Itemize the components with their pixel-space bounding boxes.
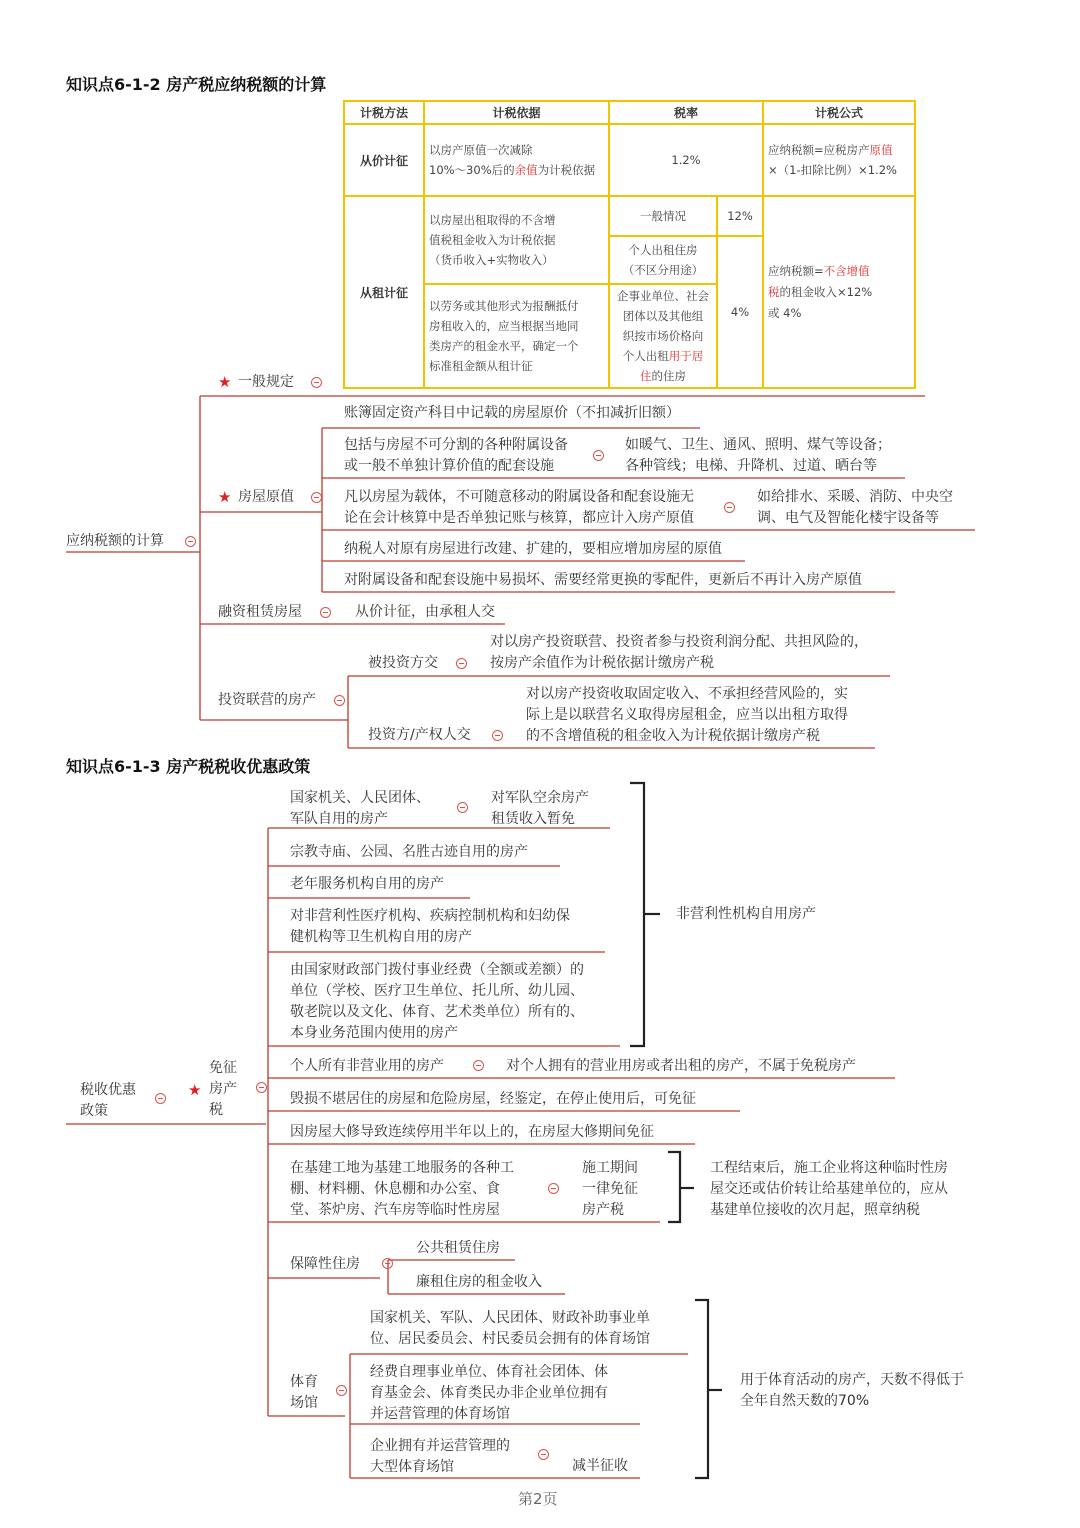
node-house-value-parts[interactable]: 对附属设备和配套设施中易损坏、需要经常更换的零配件，更新后不再计入房产原值 [344,572,862,588]
node-sports-venues[interactable]: 体育 场馆 [290,1374,318,1411]
node-root-calculation[interactable]: 应纳税额的计算 [66,533,164,549]
formula-rental: 应纳税额=不含增值 税的租金收入×12% 或 4% [763,196,915,388]
section-heading-6-1-3: 知识点6-1-3 房产税税收优惠政策 [66,757,311,776]
collapse-icon[interactable] [492,730,503,741]
node-nonprofit-summary: 非营利性机构自用房产 [676,906,816,922]
rate-general-case: 一般情况 [609,196,717,236]
header-basis: 计税依据 [424,101,609,124]
collapse-icon[interactable] [456,658,467,669]
node-finance-lease[interactable]: 融资租赁房屋 [218,604,302,620]
formula-ad-valorem: 应纳税额=应税房产原值 ×（1-扣除比例）×1.2% [763,124,915,196]
node-major-repair[interactable]: 因房屋大修导致连续停用半年以上的，在房屋大修期间免征 [290,1124,654,1140]
star-icon: ★ [218,488,232,506]
collapse-icon[interactable] [311,492,322,503]
node-elderly-service[interactable]: 老年服务机构自用的房产 [290,876,444,892]
collapse-icon[interactable] [155,1093,166,1104]
collapse-icon[interactable] [473,1060,484,1071]
collapse-icon[interactable] [382,1258,393,1269]
section-heading-6-1-2: 知识点6-1-2 房产税应纳税额的计算 [66,75,327,94]
node-personal-nonbusiness-note: 对个人拥有的营业用房或者出租的房产，不属于免税房产 [506,1058,856,1074]
node-general-rule[interactable]: 一般规定 [238,374,294,390]
node-construction-after: 工程结束后，施工企业将这种临时性房 屋交还或估价转让给基建单位的，应从 基建单位接收的次月起，照章纳税 [710,1160,948,1218]
node-sports-self-funded[interactable]: 经费自理事业单位、体育社会团体、体 育基金会、体育类民办非企业单位拥有 并运营管理的体育场馆 [370,1364,608,1422]
rate-low-value: 4% [717,236,763,388]
rate-personal-rent: 个人出租住房 （不区分用途） [609,236,717,284]
basis-ad-valorem: 以房产原值一次减除 10%～30%后的余值为计税依据 [424,124,609,196]
node-finance-lease-rule: 从价计征，由承租人交 [355,604,495,620]
node-sports-condition: 用于体育活动的房产，天数不得低于 全年自然天数的70% [740,1372,964,1409]
header-method: 计税方法 [344,101,424,124]
node-construction-temporary[interactable]: 在基建工地为基建工地服务的各种工 棚、材料棚、休息棚和办公室、食 堂、茶炉房、汽车房等临时性房屋 [290,1160,514,1218]
rate-organization-rent: 企事业单位、社会 团体以及其他组 织按市场价格向 个人出租用于居 住的住房 [609,284,717,388]
node-house-value-fixtures-examples: 如给排水、采暖、消防、中央空 调、电气及智能化楼宇设备等 [757,489,953,526]
header-formula: 计税公式 [763,101,915,124]
node-house-value-attached-examples: 如暖气、卫生、通风、照明、煤气等设备； 各种管线；电梯、升降机、过道、晒台等 [625,437,891,474]
tax-calculation-table [343,100,916,389]
table-row-rental-a [344,196,915,236]
node-house-value-fixtures[interactable]: 凡以房屋为载体，不可随意移动的附属设备和配套设施无 论在会计核算中是否单独记账与核算，都应计入房产原值 [344,489,694,526]
node-investee-rule: 对以房产投资联营、投资者参与投资利润分配、共担风险的， 按房产余值作为计税依据计缴房产税 [490,634,868,671]
method-rental: 从租计征 [344,196,424,388]
node-exempt-property-tax[interactable]: 免征 房产 税 [209,1060,237,1118]
node-sports-enterprise[interactable]: 企业拥有并运营管理的 大型体育场馆 [370,1438,510,1475]
node-gov-military[interactable]: 国家机关、人民团体、 军队自用的房产 [290,790,430,827]
node-sports-half-tax: 减半征收 [572,1458,628,1474]
node-investor-pays[interactable]: 投资方/产权人交 [368,727,471,743]
page-number: 第2页 [518,1490,558,1508]
node-investee-pays[interactable]: 被投资方交 [368,655,438,671]
node-damaged-houses[interactable]: 毁损不堪居住的房屋和危险房屋，经鉴定，在停止使用后，可免征 [290,1091,696,1107]
header-rate: 税率 [609,101,763,124]
node-affordable-housing[interactable]: 保障性住房 [290,1256,360,1272]
star-icon: ★ [188,1081,202,1099]
node-investment-property[interactable]: 投资联营的房产 [218,692,316,708]
node-personal-nonbusiness[interactable]: 个人所有非营业用的房产 [290,1058,444,1074]
node-house-value-original[interactable]: 账簿固定资产科目中记载的房屋原价（不扣减折旧额） [344,405,680,421]
collapse-icon[interactable] [724,502,735,513]
table-header-row [344,101,915,124]
node-construction-note: 施工期间 一律免征 房产税 [582,1160,638,1218]
table-row-ad-valorem [344,124,915,196]
node-sports-gov[interactable]: 国家机关、军队、人民团体、财政补助事业单 位、居民委员会、村民委员会拥有的体育场馆 [370,1310,650,1347]
method-ad-valorem: 从价计征 [344,124,424,196]
collapse-icon[interactable] [538,1449,549,1460]
basis-rental-money: 以房屋出租取得的不含增 值税租金收入为计税依据 （货币收入+实物收入） [424,196,609,284]
node-root-tax-preference[interactable]: 税收优惠 政策 [80,1082,136,1119]
node-funded-units[interactable]: 由国家财政部门拨付事业经费（全额或差额）的 单位（学校、医疗卫生单位、托儿所、幼儿园、 敬老院以及文化、体育、艺术类单位）所有的、 本身业务范围内使用的房产 [290,962,584,1041]
collapse-icon[interactable] [320,607,331,618]
collapse-icon[interactable] [256,1082,267,1093]
node-investor-rule: 对以房产投资收取固定收入、不承担经营风险的，实 际上是以联营名义取得房屋租金，应当以出租方取得 的不含增值税的租金收入为计税依据计缴房产税 [526,686,848,744]
collapse-icon[interactable] [593,450,604,461]
collapse-icon[interactable] [548,1183,559,1194]
basis-rental-labor: 以劳务或其他形式为报酬抵付 房租收入的，应当根据当地同 类房产的租金水平，确定一个 标准租金额从租计征 [424,284,609,388]
collapse-icon[interactable] [334,695,345,706]
node-house-value-attached[interactable]: 包括与房屋不可分割的各种附属设备 或一般不单独计算价值的配套设施 [344,437,568,474]
collapse-icon[interactable] [457,802,468,813]
rate-ad-valorem: 1.2% [609,124,763,196]
node-temples-parks[interactable]: 宗教寺庙、公园、名胜古迹自用的房产 [290,844,528,860]
node-public-rental[interactable]: 公共租赁住房 [416,1240,500,1256]
star-icon: ★ [218,373,232,391]
node-medical-institutions[interactable]: 对非营利性医疗机构、疾病控制机构和妇幼保 健机构等卫生机构自用的房产 [290,908,570,945]
node-house-value[interactable]: 房屋原值 [238,489,294,505]
node-low-rent[interactable]: 廉租住房的租金收入 [416,1274,542,1290]
node-house-value-rebuild[interactable]: 纳税人对原有房屋进行改建、扩建的，要相应增加房屋的原值 [344,541,722,557]
collapse-icon[interactable] [185,536,196,547]
collapse-icon[interactable] [336,1385,347,1396]
rate-general-value: 12% [717,196,763,236]
node-gov-military-note: 对军队空余房产 租赁收入暂免 [491,790,589,827]
collapse-icon[interactable] [311,377,322,388]
